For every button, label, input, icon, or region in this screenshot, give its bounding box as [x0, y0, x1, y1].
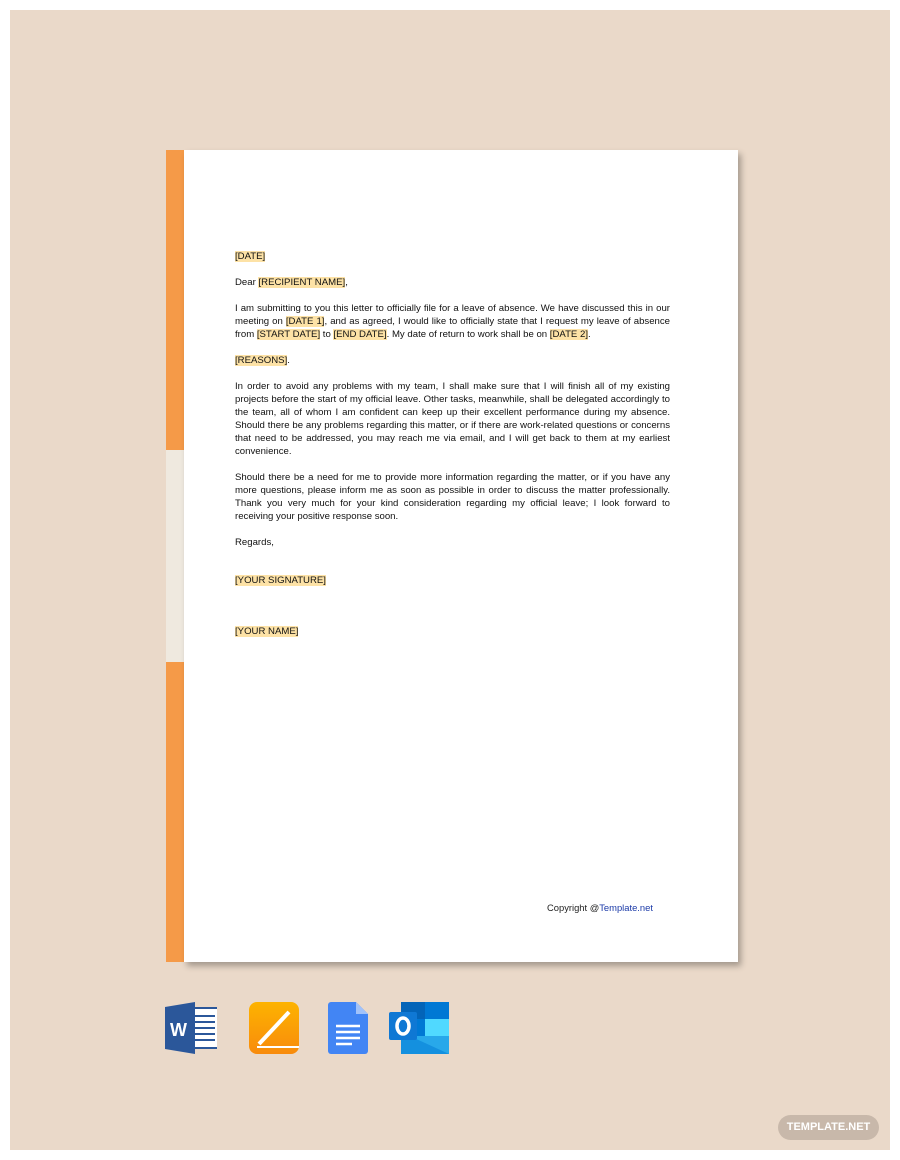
- signature-placeholder: [YOUR SIGNATURE]: [235, 575, 326, 586]
- reasons: [REASONS].: [235, 355, 290, 366]
- accent-stripe: [166, 150, 184, 450]
- recipient-placeholder: [RECIPIENT NAME]: [258, 277, 346, 288]
- svg-text:W: W: [170, 1020, 187, 1040]
- name-placeholder: [YOUR NAME]: [235, 626, 299, 637]
- google-docs-icon[interactable]: [328, 1002, 368, 1054]
- closing: Regards,: [235, 537, 274, 548]
- date-placeholder: [DATE]: [235, 251, 266, 262]
- letter-body: [235, 250, 670, 651]
- salutation: Dear [RECIPIENT NAME],: [235, 277, 348, 288]
- template-net-badge: TEMPLATE.NET: [778, 1115, 879, 1140]
- paragraph-1: I am submitting to you this letter to officially file for a leave of absence. We have discussed this in our meeting on [DATE 1], and as agreed, I would like to officially state that I request my leave of absence from [START DATE] to [END DATE]. My date of return to work shall be on [DATE 2].: [235, 303, 670, 340]
- paragraph-2: In order to avoid any problems with my team, I shall make sure that I will finish all of my existing projects before the start of my official leave. Other tasks, meanwhile, shall be delegated accordingly to the team, all of whom I am confident can keep up their excellent performance during my absence. Should there be any problems regarding this matter, or if there are work-related questions or concerns that need to be addressed, you may reach me via email, and I will get back to them at my earliest convenience.: [235, 381, 670, 457]
- letter-page: [184, 150, 738, 962]
- copyright: Copyright @Template.net: [547, 902, 653, 913]
- paragraph-3: Should there be a need for me to provide more information regarding the matter, or if you have any more questions, please inform me as soon as possible in order to discuss the matter professionally. Thank you very much for your kind consideration regarding my official leave; I look forward to receiving your positive response soon.: [235, 472, 670, 522]
- word-icon[interactable]: [165, 1002, 217, 1054]
- pages-icon[interactable]: [249, 1002, 299, 1054]
- template-link[interactable]: Template.net: [599, 902, 653, 913]
- accent-stripe: [166, 662, 184, 962]
- accent-stripe: [166, 450, 184, 662]
- outlook-icon[interactable]: [389, 1002, 449, 1054]
